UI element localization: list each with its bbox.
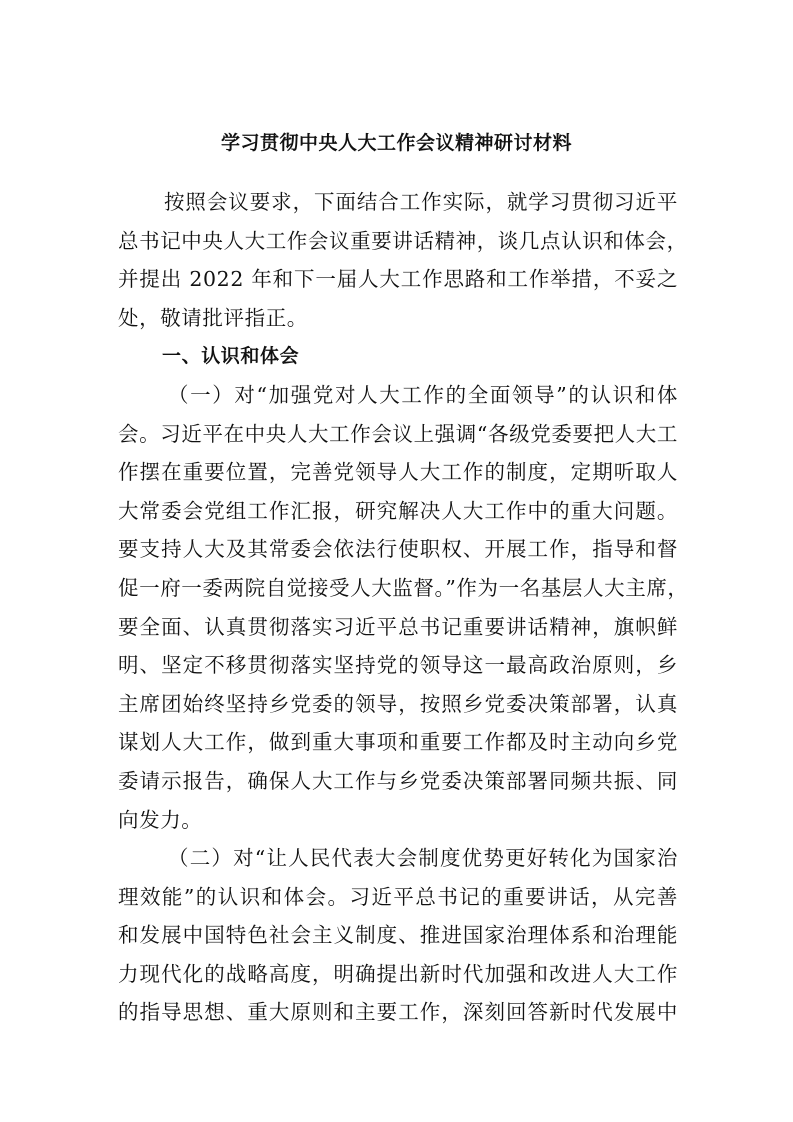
text-line: 谋划人大工作，做到重大事项和重要工作都及时主动向乡党	[118, 730, 678, 755]
text-line: 理效能”的认识和体会。习近平总书记的重要讲话，从完善	[118, 884, 678, 909]
text-line: 主席团始终坚持乡党委的领导，按照乡党委决策部署，认真	[118, 691, 678, 716]
subsection-paragraph-1	[118, 376, 689, 839]
heading-line: 一、认识和体会	[162, 345, 300, 368]
text-line: 的指导思想、重大原则和主要工作，深刻回答新时代发展中	[118, 1000, 678, 1025]
text-line: （二）对“让人民代表大会制度优势更好转化为国家治	[168, 846, 678, 871]
text-line: 促一府一委两院自觉接受人大监督。”作为一名基层人大主席，	[118, 575, 689, 600]
text-line: （一）对“加强党对人大工作的全面领导”的认识和体	[168, 382, 678, 407]
text-line: 明、坚定不移贯彻落实坚持党的领导这一最高政治原则，乡	[118, 653, 678, 678]
text-line: 总书记中央人大工作会议重要讲话精神，谈几点认识和体会，	[118, 228, 688, 253]
text-line: 力现代化的战略高度，明确提出新时代加强和改进人大工作	[118, 961, 678, 986]
text-line: 大常委会党组工作汇报，研究解决人大工作中的重大问题。	[118, 498, 678, 523]
text-line: 向发力。	[118, 807, 203, 832]
text-line: 要全面、认真贯彻落实习近平总书记重要讲话精神，旗帜鲜	[118, 614, 678, 639]
text-line: 处，敬请批评指正。	[118, 305, 308, 330]
document-body	[118, 183, 689, 1032]
text-line: 并提出 2022 年和下一届人大工作思路和工作举措，不妥之	[118, 267, 678, 292]
text-line: 按照会议要求，下面结合工作实际，就学习贯彻习近平	[164, 190, 678, 214]
text-line: 委请示报告，确保人大工作与乡党委决策部署同频共振、同	[118, 768, 678, 793]
intro-paragraph	[118, 183, 688, 337]
text-line: 会。习近平在中央人大工作会议上强调“各级党委要把人大工	[118, 421, 678, 446]
document-title: 学习贯彻中央人大工作会议精神研讨材料	[220, 132, 572, 154]
section-heading	[118, 337, 678, 376]
text-line: 作摆在重要位置，完善党领导人大工作的制度，定期听取人	[118, 460, 678, 485]
subsection-paragraph-2	[118, 839, 678, 1032]
text-line: 和发展中国特色社会主义制度、推进国家治理体系和治理能	[118, 923, 678, 948]
text-line: 要支持人大及其常委会依法行使职权、开展工作，指导和督	[118, 537, 678, 562]
